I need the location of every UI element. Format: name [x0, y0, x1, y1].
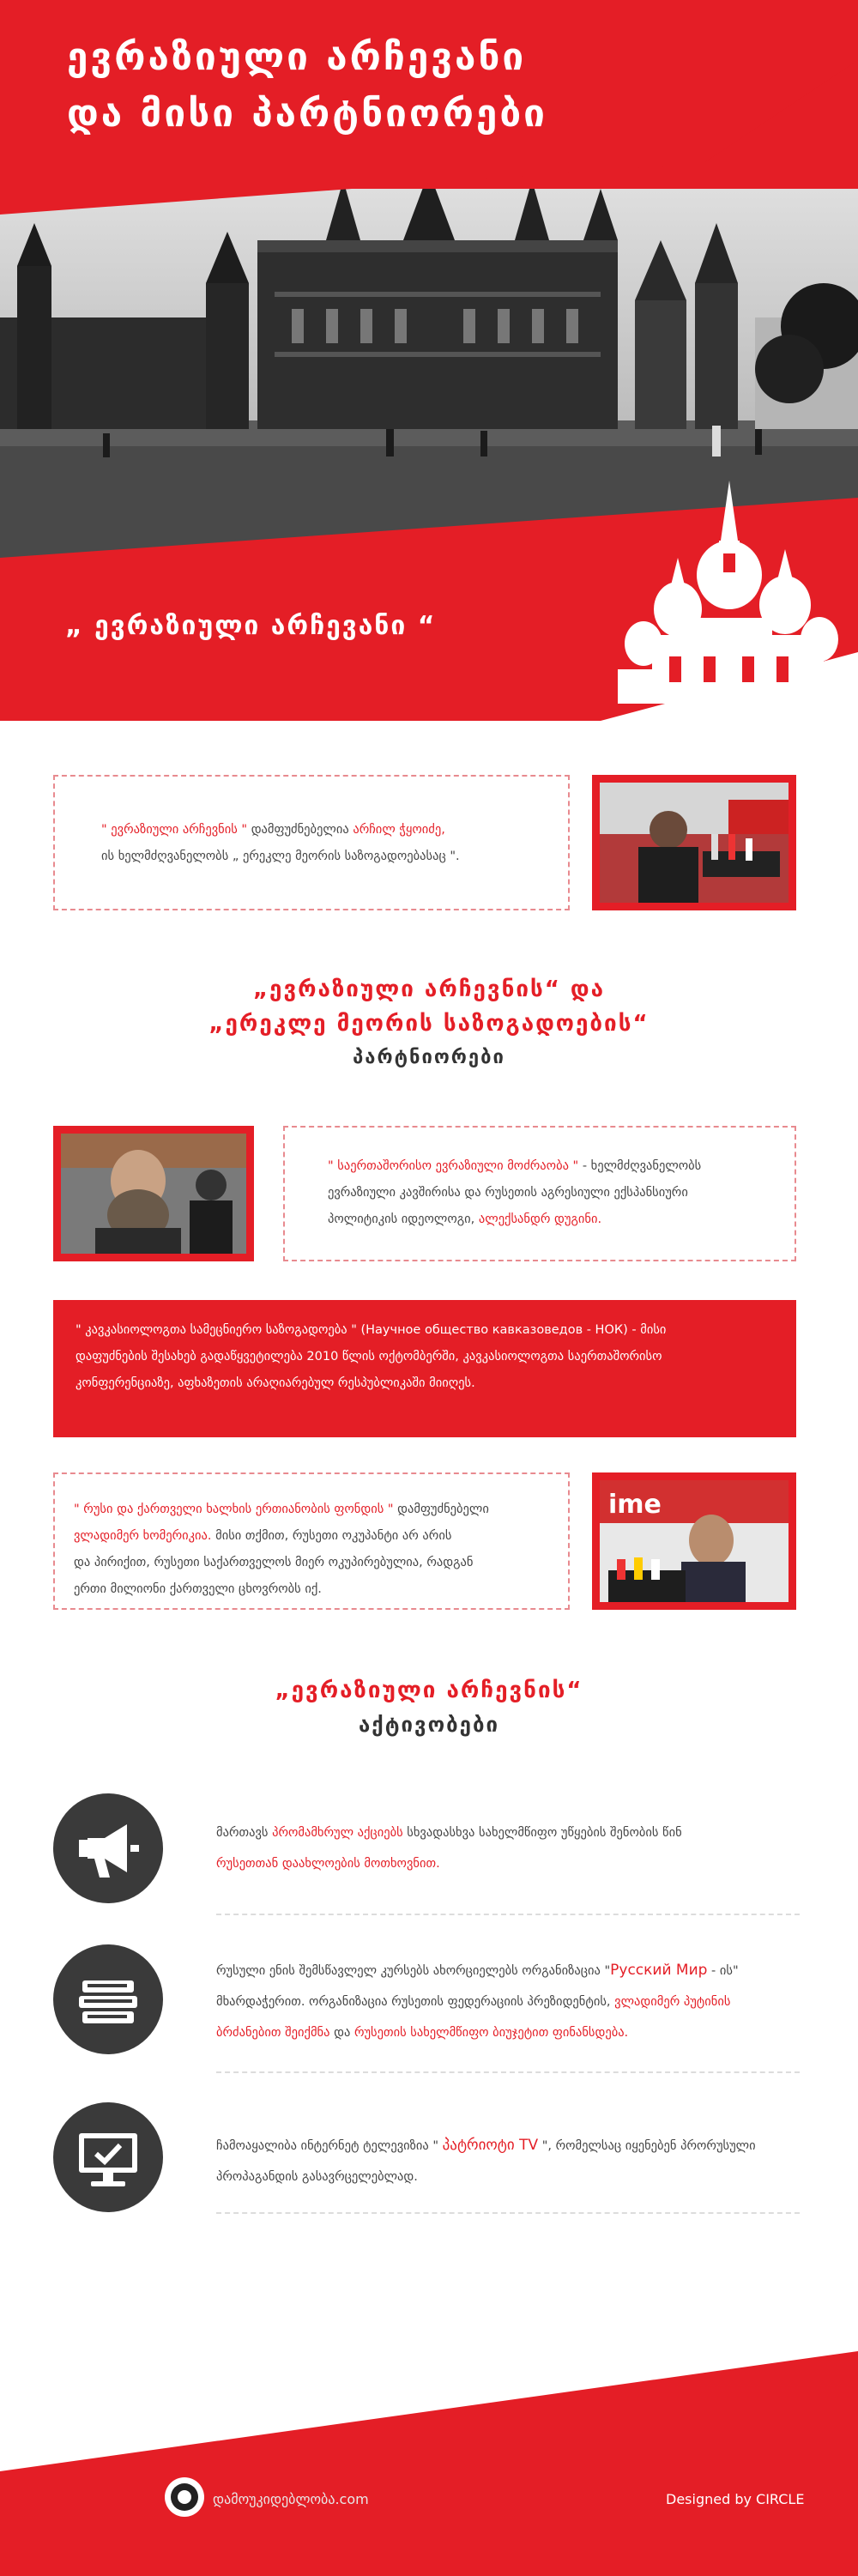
footer-site-link[interactable]: დამოუკიდებლობა.com	[213, 2491, 369, 2507]
activity-2-text: რუსული ენის შემსწავლელ კურსებს ახორციელებს ორგანიზაცია "Русский Мир - ის" მხარდაჭერით. ორგანიზაცია რუსეთის ფედერაციის პრეზიდენტის, ვლადიმერ პუტინის ბრძანებით შეიქმნა და რუსეთის სახელმწიფო ბიუჯეტით ფინანსდება.	[216, 1962, 739, 2040]
activity-divider	[216, 1914, 800, 1915]
activity-1-highlight: პრომამხრულ აქციებს	[272, 1826, 403, 1840]
intro-text-founder: დამფუძნებელია	[251, 823, 353, 837]
title-line-1: ევრაზიული არჩევანი	[67, 35, 527, 79]
activity-1	[53, 1793, 796, 1931]
partner-1-text	[328, 1153, 791, 1233]
photo-dugin	[61, 1134, 246, 1254]
partner-2-text-a: " კავკასიოლოგთა სამეცნიერო საზოგადოება " (Научное общество кавказоведов - НОК) - მისი	[76, 1323, 667, 1337]
partner-3-text-c: და პირიქით, რუსეთი საქართველოს მიერ ოკუპირებულია, რადგან	[74, 1556, 474, 1569]
photo-khomerikia	[600, 1480, 789, 1602]
activity-2-org: Русский Мир	[610, 1962, 708, 1979]
partners-section-title	[0, 972, 858, 1075]
partner-1-text-c: პოლიტიკის იდეოლოგი,	[328, 1212, 479, 1226]
intro-text	[101, 817, 565, 870]
footer-logo	[165, 2477, 204, 2517]
footer-background	[0, 2351, 858, 2576]
title-line-2: და მისი პარტნიორები	[67, 92, 547, 136]
partner-3-founder[interactable]: ვლადიმერ ხომერიკია.	[74, 1529, 212, 1543]
partner-2-text	[76, 1317, 788, 1397]
partners-title-line-3: პარტნიორები	[353, 1047, 505, 1068]
page-title	[67, 29, 599, 142]
partners-title-line-1: „ევრაზიული არჩევნის“ და	[252, 977, 606, 1002]
photo-chkoidze-frame	[592, 775, 796, 910]
partner-3-text-b: მისი თქმით, რუსეთი ოკუპანტი არ არის	[211, 1529, 452, 1543]
photo-dugin-frame	[53, 1126, 254, 1261]
activity-divider	[216, 2071, 800, 2073]
partner-3-text	[74, 1497, 563, 1603]
intro-founder-name[interactable]: არჩილ ჭყოიძე,	[353, 823, 445, 837]
activity-2	[53, 1944, 796, 2090]
cathedral-icon	[601, 463, 858, 721]
activity-1-highlight-b: რუსეთთან დაახლოების მოთხოვნით.	[216, 1857, 440, 1871]
partner-2-text-b: დაფუძნების შესახებ გადაწყვეტილება 2010 წლის ოქტომბერში, კავკასიოლოგთა საერთაშორისო	[76, 1350, 662, 1364]
partners-title-line-2: „ერეკლე მეორის საზოგადოების“	[208, 1011, 650, 1037]
partner-1-name: " საერთაშორისო ევრაზიული მოძრაობა "	[328, 1159, 579, 1173]
photo-chkoidze	[600, 783, 789, 903]
intro-org-name: " ევრაზიული არჩევნის "	[101, 823, 251, 837]
partner-3-text-d: ერთი მილიონი ქართველი ცხოვრობს იქ.	[74, 1582, 322, 1596]
partner-2-text-c: კონფერენციაზე, აფხაზეთის არაღიარებულ რესპუბლიკაში მიიღეს.	[76, 1376, 475, 1390]
activities-section-title	[0, 1673, 858, 1742]
partner-3-name: " რუსი და ქართველი ხალხის ერთიანობის ფონდის "	[74, 1503, 394, 1516]
megaphone-icon	[53, 1793, 163, 1903]
partner-3-text-a: დამფუძნებელი	[393, 1503, 489, 1516]
monitor-check-icon	[53, 2102, 163, 2212]
activities-title-line-1: „ევრაზიული არჩევნის“	[275, 1678, 583, 1703]
activity-3-text: ჩამოაყალიბა ინტერნეტ ტელევიზია " პატრიოტი TV ", რომელსაც იყენებენ პრორუსული პროპაგანდის გასავრცელებლად.	[216, 2137, 756, 2184]
activity-2-putin: ვლადიმერ პუტინის	[614, 1995, 731, 2009]
partner-1-leader[interactable]: ალექსანდრ დუგინი.	[478, 1212, 602, 1226]
intro-text-society: ის ხელმძღვანელობს „ ერეკლე მეორის საზოგადოებასაც ".	[101, 850, 460, 863]
books-icon	[53, 1944, 163, 2054]
page-subtitle: „ ევრაზიული არჩევანი “	[65, 611, 437, 641]
activity-divider	[216, 2212, 800, 2214]
partner-1-text-a: - ხელმძღვანელობს	[578, 1159, 702, 1173]
photo-khomerikia-frame	[592, 1472, 796, 1610]
activities-title-line-2: აქტივობები	[358, 1713, 499, 1737]
activity-3	[53, 2102, 796, 2248]
footer-credit: Designed by CIRCLE	[666, 2491, 805, 2507]
svg-text:ime: ime	[608, 1490, 662, 1520]
activity-1-text: მართავს პრომამხრულ აქციებს სხვადასხვა სახელმწიფო უწყების შენობის წინ რუსეთთან დაახლოების მოთხოვნით.	[216, 1826, 682, 1871]
partner-1-text-b: ევრაზიული კავშირისა და რუსეთის აგრესიული ექსპანსიური	[328, 1186, 688, 1200]
partner-2-band	[53, 1300, 796, 1437]
activity-3-tv: პატრიოტი TV	[442, 2137, 539, 2154]
